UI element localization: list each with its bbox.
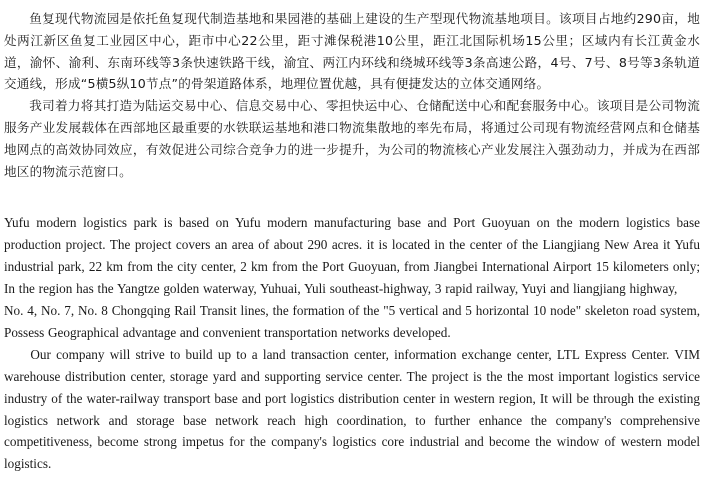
chinese-paragraph-intro: 鱼复现代物流园是依托鱼复现代制造基地和果园港的基础上建设的生产型现代物流基地项目。该项目占地约290亩，地处两江新区鱼复工业园区中心，距市中心22公里，距寸滩保税港10公里，距江北国际机场15公里；区域内有长江黄金水道，渝怀、渝利、东南环线等3条快速铁路干线，渝宜、两江内环线和绕城环线等3条高速公路，4号、7号、8号等3条轨道交通线，形成“5横5纵10节点”的骨架道路体系，地理位置优越，具有便捷发达的立体交通网络。 xyxy=(4,11,700,92)
english-paragraph-plan: Our company will strive to build up to a land transaction center, information exchange center, LTL Express Center. VIM warehouse distribution center, storage yard and supporting service center. The project is the the most important logistics service industry of the water-railway transport base and port logistics distribution center in western region, It will be through the existing logistics network and storage base network reach high coordination, to further enhance the company's comprehensive competitiveness, become strong impetus for the company's logistics core industrial and become the window of western model logistics. xyxy=(4,346,700,472)
english-section xyxy=(4,212,700,475)
chinese-paragraph-plan: 我司着力将其打造为陆运交易中心、信息交易中心、零担快运中心、仓储配送中心和配套服务中心。该项目是公司物流服务产业发展载体在西部地区最重要的水铁联运基地和港口物流集散地的率先布局，将通过公司现有物流经营网点和仓储基地网点的高效协同效应，有效促进公司综合竞争力的进一步提升，为公司的物流核心产业发展注入强劲动力，并成为在西部地区的物流示范窗口。 xyxy=(4,98,700,179)
english-paragraph-intro: Yufu modern logistics park is based on Yufu modern manufacturing base and Port Guoyuan on the modern logistics base production project. The project covers an area of about 290 acres. it is located in the center of the Liangjiang New Area it Yufu industrial park, 22 km from the city center, 2 km from the Port Guoyuan, from Jiangbei International Airport 15 kilometers only; In the region has the Yangtze golden waterway, Yuhuai, Yuli southeast-highway, 3 rapid railway, Yuyi and liangjiang highway, No. 4, No. 7, No. 8 Chongqing Rail Transit lines, the formation of the "5 vertical and 5 horizontal 10 node" skeleton road system, Possess Geographical advantage and convenient transportation networks developed. xyxy=(4,215,700,340)
